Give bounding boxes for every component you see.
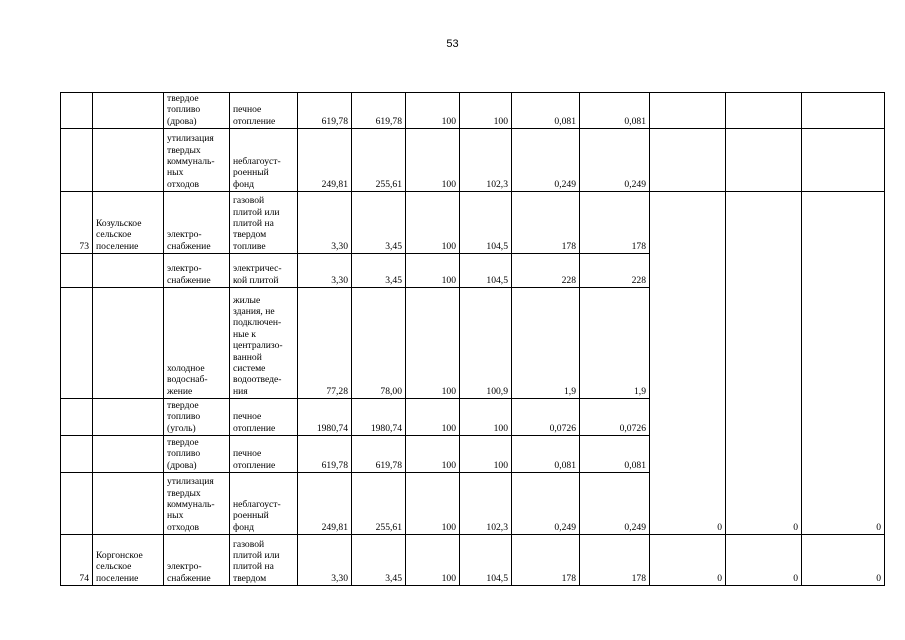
service-cell: электро- снабжение	[164, 254, 230, 288]
service-cell: утилизация твердых коммуналь- ных отходов	[164, 129, 230, 192]
norm-1-cell: 0,081	[512, 436, 580, 473]
settlement-cell	[93, 436, 164, 473]
row-number-cell	[61, 473, 93, 535]
value-1-cell: 619,78	[298, 93, 352, 129]
empty-cell	[802, 129, 885, 192]
value-1-cell: 3,30	[298, 535, 352, 586]
table-row	[61, 93, 885, 129]
settlement-cell	[93, 473, 164, 535]
service-cell: электро- снабжение	[164, 192, 230, 254]
row-number-cell	[61, 436, 93, 473]
settlement-cell	[93, 254, 164, 288]
table-row	[61, 535, 885, 586]
service-cell: холодное водоснаб- жение	[164, 288, 230, 399]
value-2-cell: 78,00	[352, 288, 406, 399]
value-1-cell: 249,81	[298, 473, 352, 535]
norm-1-cell: 228	[512, 254, 580, 288]
service-cell: электро- снабжение	[164, 535, 230, 586]
percent-2-cell: 100	[460, 399, 512, 436]
norm-1-cell: 178	[512, 535, 580, 586]
percent-1-cell: 100	[406, 288, 460, 399]
percent-1-cell: 100	[406, 192, 460, 254]
value-2-cell: 255,61	[352, 473, 406, 535]
row-number-cell	[61, 254, 93, 288]
percent-1-cell: 100	[406, 93, 460, 129]
norm-2-cell: 178	[580, 535, 650, 586]
percent-2-cell: 100,9	[460, 288, 512, 399]
empty-cell	[726, 93, 802, 129]
norm-1-cell: 0,081	[512, 93, 580, 129]
percent-1-cell: 100	[406, 535, 460, 586]
tariff-table	[60, 92, 885, 586]
value-2-cell: 255,61	[352, 129, 406, 192]
service-cell: твердое топливо (уголь)	[164, 399, 230, 436]
service-cell: твердое топливо (дрова)	[164, 93, 230, 129]
settlement-cell	[93, 399, 164, 436]
category-cell: неблагоуст- роенный фонд	[230, 129, 298, 192]
kozulskoe-total-c: 0	[802, 192, 885, 535]
empty-cell	[726, 129, 802, 192]
percent-1-cell: 100	[406, 254, 460, 288]
value-2-cell: 3,45	[352, 192, 406, 254]
value-1-cell: 77,28	[298, 288, 352, 399]
table-row	[61, 129, 885, 192]
category-cell: газовой плитой или плитой на твердом	[230, 535, 298, 586]
category-cell: печное отопление	[230, 436, 298, 473]
empty-cell	[802, 93, 885, 129]
value-2-cell: 3,45	[352, 535, 406, 586]
norm-2-cell: 178	[580, 192, 650, 254]
korgonskoe-total-b: 0	[726, 535, 802, 586]
percent-2-cell: 104,5	[460, 192, 512, 254]
service-cell: твердое топливо (дрова)	[164, 436, 230, 473]
settlement-cell	[93, 129, 164, 192]
norm-1-cell: 0,0726	[512, 399, 580, 436]
settlement-cell	[93, 288, 164, 399]
settlement-cell	[93, 93, 164, 129]
category-cell: жилые здания, не подключен- ные к централизо- ванной системе водоотведе- ния	[230, 288, 298, 399]
row-number-cell	[61, 288, 93, 399]
percent-1-cell: 100	[406, 399, 460, 436]
norm-1-cell: 178	[512, 192, 580, 254]
row-number-cell	[61, 399, 93, 436]
category-cell: неблагоуст- роенный фонд	[230, 473, 298, 535]
value-2-cell: 3,45	[352, 254, 406, 288]
percent-1-cell: 100	[406, 129, 460, 192]
category-cell: газовой плитой или плитой на твердом топливе	[230, 192, 298, 254]
table-row	[61, 192, 885, 254]
norm-2-cell: 0,081	[580, 436, 650, 473]
row-number-cell	[61, 129, 93, 192]
korgonskoe-total-c: 0	[802, 535, 885, 586]
category-cell: печное отопление	[230, 399, 298, 436]
settlement-cell: Коргонское сельское поселение	[93, 535, 164, 586]
value-1-cell: 3,30	[298, 254, 352, 288]
kozulskoe-total-b: 0	[726, 192, 802, 535]
value-2-cell: 1980,74	[352, 399, 406, 436]
value-1-cell: 3,30	[298, 192, 352, 254]
service-cell: утилизация твердых коммуналь- ных отходов	[164, 473, 230, 535]
value-1-cell: 619,78	[298, 436, 352, 473]
percent-1-cell: 100	[406, 436, 460, 473]
empty-cell	[650, 93, 726, 129]
norm-2-cell: 1,9	[580, 288, 650, 399]
percent-1-cell: 100	[406, 473, 460, 535]
percent-2-cell: 104,5	[460, 535, 512, 586]
norm-2-cell: 0,0726	[580, 399, 650, 436]
norm-2-cell: 0,249	[580, 473, 650, 535]
empty-cell	[650, 129, 726, 192]
norm-2-cell: 0,081	[580, 93, 650, 129]
percent-2-cell: 104,5	[460, 254, 512, 288]
value-1-cell: 249,81	[298, 129, 352, 192]
value-2-cell: 619,78	[352, 93, 406, 129]
category-cell: электричес- кой плитой	[230, 254, 298, 288]
row-number-cell	[61, 93, 93, 129]
percent-2-cell: 100	[460, 436, 512, 473]
category-cell: печное отопление	[230, 93, 298, 129]
norm-2-cell: 0,249	[580, 129, 650, 192]
korgonskoe-total-a: 0	[650, 535, 726, 586]
row-number-cell: 73	[61, 192, 93, 254]
norm-2-cell: 228	[580, 254, 650, 288]
percent-2-cell: 102,3	[460, 473, 512, 535]
percent-2-cell: 102,3	[460, 129, 512, 192]
norm-1-cell: 1,9	[512, 288, 580, 399]
value-2-cell: 619,78	[352, 436, 406, 473]
value-1-cell: 1980,74	[298, 399, 352, 436]
row-number-cell: 74	[61, 535, 93, 586]
norm-1-cell: 0,249	[512, 129, 580, 192]
norm-1-cell: 0,249	[512, 473, 580, 535]
kozulskoe-total-a: 0	[650, 192, 726, 535]
settlement-cell: Козульское сельское поселение	[93, 192, 164, 254]
percent-2-cell: 100	[460, 93, 512, 129]
page-number: 53	[446, 38, 459, 50]
